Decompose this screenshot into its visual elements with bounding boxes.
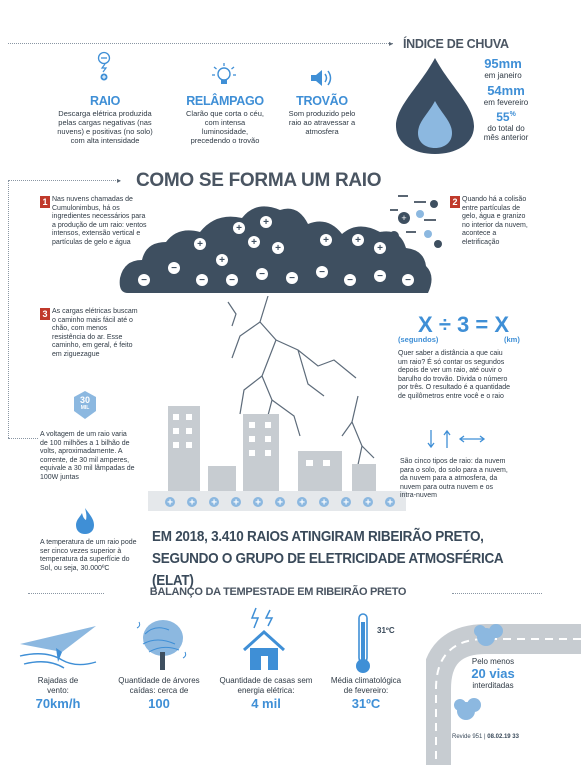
svg-text:+: + (275, 243, 281, 254)
svg-text:+: + (255, 497, 261, 509)
svg-text:+: + (211, 497, 217, 509)
svg-text:+: + (189, 497, 195, 509)
how-title: COMO SE FORMA UM RAIO (136, 170, 382, 191)
voltage-badge-unit: MIL (80, 405, 90, 411)
voltage-badge-num: 30 (79, 395, 90, 405)
flame-icon (74, 507, 96, 535)
rain-jan-value: 95mm (484, 56, 522, 71)
step-1-badge: 1 (40, 196, 50, 208)
svg-text:+: + (323, 235, 329, 246)
rain-feb (466, 83, 546, 107)
svg-text:+: + (251, 237, 257, 248)
svg-text:+: + (167, 497, 173, 509)
def-raio (55, 94, 155, 145)
road-illustration (426, 615, 581, 765)
wind-icon (16, 622, 100, 674)
balance-wind-value: 70km/h (35, 696, 81, 711)
def-trovao-title: TROVÃO (296, 94, 348, 108)
svg-text:+: + (299, 497, 305, 509)
formula-x-result: X (494, 312, 510, 337)
formula-label-km: (km) (504, 335, 520, 344)
balance-trees (107, 676, 211, 711)
def-relampago (175, 94, 275, 145)
def-raio-title: RAIO (89, 94, 121, 108)
svg-text:−: − (319, 267, 325, 278)
headline-line-1: EM 2018, 3.410 RAIOS ATINGIRAM RIBEIRÃO PRETO, (152, 528, 484, 545)
formula-equals: = (475, 312, 489, 337)
formula-three: 3 (457, 312, 470, 337)
svg-text:+: + (343, 497, 349, 509)
svg-text:+: + (387, 497, 393, 509)
headline (152, 526, 530, 592)
lightning-types-text: São cinco tipos de raio: da nuvem para o solo, do solo para a nuvem, da nuvem para a atmosfera, da nuvem para outra nuvem e os intra-nuvem (400, 458, 508, 500)
balance-wind-label: Rajadas de vento: (37, 676, 79, 695)
balance-wind (18, 676, 98, 711)
rain-feb-label: em fevereiro (483, 98, 529, 107)
svg-text:−: − (199, 275, 205, 286)
footer-magazine: Revide 951 (452, 734, 483, 740)
balance-divider-right (452, 593, 542, 594)
balance-trees-value: 100 (148, 696, 170, 711)
step-2-text: Quando há a colisão entre partículas de gelo, água e granizo no interior da nuvem, acontece a eletrificação (462, 196, 528, 246)
roads-post: interditadas (472, 681, 514, 690)
plus-minus-icon (95, 51, 113, 81)
left-vertical-divider (8, 180, 9, 438)
balance-houses-label: Quantidade de casas sem energia elétrica: (219, 676, 313, 695)
divider-arrow: ▸ (389, 39, 394, 48)
svg-text:+: + (355, 235, 361, 246)
svg-text:+: + (233, 497, 239, 509)
svg-text:−: − (347, 275, 353, 286)
roads-value: 20 vias (471, 666, 515, 681)
step-3-badge: 3 (40, 308, 50, 320)
speaker-icon (309, 68, 335, 88)
step-3 (40, 308, 150, 360)
svg-text:+: + (197, 239, 203, 250)
svg-text:+: + (263, 217, 269, 228)
svg-text:−: − (141, 275, 147, 286)
voltage-divider (8, 438, 38, 439)
balance-temp-label: Média climatológica de fevereiro: (330, 676, 402, 695)
formula-text: Quer saber a distância a que caiu um raio? É só contar os segundos depois de ver um raio, até ouvir o barulho do trovão. Divida o número por três. O resultado é a quantidade de quilômetros entre você e o raio (398, 350, 511, 400)
footer-date: 08.02.19 (487, 734, 511, 740)
house-icon (242, 606, 286, 674)
balance-temp (318, 676, 414, 711)
lightning-directions-icon (425, 428, 489, 450)
svg-text:−: − (259, 269, 265, 280)
svg-text:+: + (365, 497, 371, 509)
def-relampago-text: Clarão que corta o céu, com intensa luminosidade, precedendo o trovão (186, 109, 264, 145)
def-relampago-title: RELÂMPAGO (186, 94, 264, 108)
svg-text:−: − (405, 275, 411, 286)
how-divider (8, 180, 120, 181)
rain-jan-label: em janeiro (484, 71, 522, 80)
how-divider-arrow: ▸ (117, 176, 122, 185)
rain-index-title: ÍNDICE DE CHUVA (403, 37, 509, 51)
footer-sep-1: | (484, 734, 488, 740)
svg-text:−: − (289, 273, 295, 284)
balance-divider-left (28, 593, 104, 594)
footer-page: 33 (512, 734, 519, 740)
balance-title: BALANÇO DA TEMPESTADE EM RIBEIRÃO PRETO (149, 586, 407, 598)
rain-pct-symbol: % (509, 111, 516, 118)
rain-feb-value: 54mm (487, 83, 525, 98)
roads-pre: Pelo menos (471, 657, 515, 666)
step-3-text: As cargas elétricas buscam o caminho mais fácil até o chão, com menos resistência do ar. Esse caminho, em geral, é feito em ziguezague (52, 308, 138, 358)
rain-jan (468, 56, 538, 80)
svg-text:+: + (377, 243, 383, 254)
footer (452, 734, 519, 740)
cumulonimbus-cloud (118, 198, 436, 298)
voltage-badge (72, 396, 98, 411)
svg-text:−: − (229, 275, 235, 286)
def-raio-text: Descarga elétrica produzida pelas cargas negativas (nas nuvens) e positivas (no solo) com alta intensidade (57, 109, 153, 145)
svg-text:+: + (236, 223, 242, 234)
headline-line-2: SEGUNDO O GRUPO DE ELETRICIDADE ATMOSFÉRICA (ELAT) (152, 550, 503, 589)
thermometer-label: 31ºC (377, 626, 395, 635)
rain-pct (466, 110, 546, 142)
svg-text:−: − (171, 263, 177, 274)
step-2 (450, 196, 565, 248)
formula-x: X (418, 312, 433, 337)
balance-trees-label: Quantidade de árvores caídas: cerca de (118, 676, 200, 695)
roads-box (458, 657, 528, 690)
tree-icon (135, 614, 189, 674)
thermometer-icon (354, 612, 372, 676)
step-1-text: Nas nuvens chamadas de Cumulonimbus, há os ingredientes necessários para a produção de um raio: ventos intensos, extensão vertical e partículas de gelo e água (52, 196, 147, 246)
balance-houses-value: 4 mil (251, 696, 281, 711)
lightning-city-illustration (148, 296, 406, 511)
temperature-text: A temperatura de um raio pode ser cinco vezes superior à temperatura da superfície do Sol, ou seja, 30.000ºC (40, 539, 137, 572)
formula-label-seconds: (segundos) (398, 335, 439, 344)
rain-pct-value: 55 (496, 110, 510, 124)
top-divider (8, 43, 393, 44)
svg-text:−: − (377, 271, 383, 282)
svg-text:+: + (321, 497, 327, 509)
lightbulb-icon (211, 62, 237, 88)
svg-text:+: + (401, 213, 407, 223)
rain-pct-label-1: do total do (487, 124, 525, 133)
rain-pct-label-2: mês anterior (483, 133, 529, 142)
voltage-text: A voltagem de um raio varia de 100 milhões a 1 bilhão de volts, aproximadamente. A corrente, de 30 mil amperes, equivale a 30 mil lâmpadas de 100W juntas (40, 431, 135, 481)
formula-divide: ÷ (438, 312, 451, 337)
def-trovao-text: Som produzido pelo raio ao atravessar a atmosfera (288, 109, 356, 136)
step-2-badge: 2 (450, 196, 460, 208)
balance-houses (216, 676, 316, 711)
svg-text:+: + (277, 497, 283, 509)
def-trovao (282, 94, 362, 136)
svg-text:+: + (219, 255, 225, 266)
balance-temp-value: 31ºC (351, 696, 381, 711)
